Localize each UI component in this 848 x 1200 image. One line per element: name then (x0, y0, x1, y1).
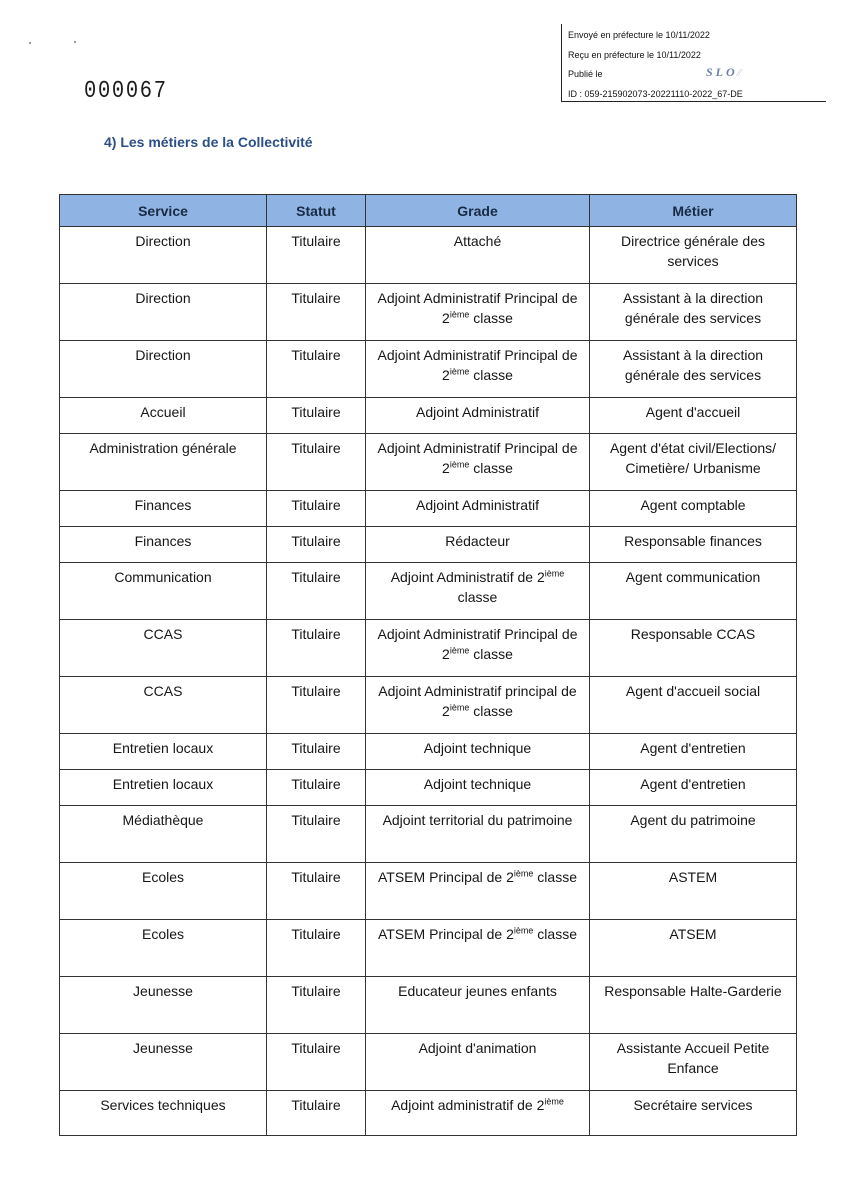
cell-metier: Agent d'entretien (590, 734, 797, 770)
header-metier: Métier (590, 195, 797, 227)
table-row (60, 863, 797, 920)
table-row (60, 677, 797, 734)
table-row (60, 770, 797, 806)
stamp-sent-date: Envoyé en préfecture le 10/11/2022 (568, 30, 710, 40)
table-header-row (60, 195, 797, 227)
cell-statut: Titulaire (267, 770, 366, 806)
table-row (60, 734, 797, 770)
cell-metier: Agent d'accueil (590, 398, 797, 434)
cell-service: Entretien locaux (60, 770, 267, 806)
prefecture-stamp (561, 24, 826, 102)
table-row (60, 563, 797, 620)
cell-grade: ATSEM Principal de 2ième classe (366, 920, 590, 977)
slo-logo-icon: SLO⁄⁄ (706, 65, 742, 79)
cell-grade: Rédacteur (366, 527, 590, 563)
cell-service: Direction (60, 284, 267, 341)
cell-grade: Adjoint Administratif de 2ième classe (366, 563, 590, 620)
table-body (60, 227, 797, 1136)
cell-service: Médiathèque (60, 806, 267, 863)
table-row (60, 1034, 797, 1091)
cell-service: Ecoles (60, 863, 267, 920)
cell-grade: Attaché (366, 227, 590, 284)
cell-service: Administration générale (60, 434, 267, 491)
stamp-id: ID : 059-215902073-20221110-2022_67-DE (568, 88, 743, 99)
document-number: 000067 (84, 78, 168, 105)
cell-grade: Adjoint administratif de 2ième (366, 1091, 590, 1136)
scan-speck (74, 41, 76, 43)
cell-service: Finances (60, 491, 267, 527)
jobs-table (59, 194, 797, 1136)
header-grade: Grade (366, 195, 590, 227)
table-row (60, 977, 797, 1034)
table-row (60, 491, 797, 527)
cell-statut: Titulaire (267, 398, 366, 434)
cell-grade: Adjoint technique (366, 770, 590, 806)
cell-metier: Agent communication (590, 563, 797, 620)
cell-statut: Titulaire (267, 977, 366, 1034)
cell-grade: Adjoint Administratif principal de 2ième classe (366, 677, 590, 734)
cell-grade: Adjoint territorial du patrimoine (366, 806, 590, 863)
cell-statut: Titulaire (267, 491, 366, 527)
cell-grade: Adjoint Administratif (366, 398, 590, 434)
table-row (60, 434, 797, 491)
cell-metier: Responsable Halte-Garderie (590, 977, 797, 1034)
cell-metier: Assistant à la direction générale des services (590, 284, 797, 341)
table-row (60, 398, 797, 434)
cell-service: Direction (60, 341, 267, 398)
cell-grade: Adjoint Administratif Principal de 2ième classe (366, 341, 590, 398)
cell-statut: Titulaire (267, 434, 366, 491)
cell-grade: Adjoint Administratif Principal de 2ième classe (366, 284, 590, 341)
cell-statut: Titulaire (267, 1034, 366, 1091)
cell-service: Jeunesse (60, 977, 267, 1034)
cell-grade: ATSEM Principal de 2ième classe (366, 863, 590, 920)
cell-service: Accueil (60, 398, 267, 434)
section-title: 4) Les métiers de la Collectivité (104, 134, 313, 150)
cell-service: Finances (60, 527, 267, 563)
cell-service: Communication (60, 563, 267, 620)
cell-metier: Secrétaire services (590, 1091, 797, 1136)
cell-metier: Assistante Accueil Petite Enfance (590, 1034, 797, 1091)
cell-statut: Titulaire (267, 563, 366, 620)
cell-service: CCAS (60, 677, 267, 734)
cell-metier: Agent d'accueil social (590, 677, 797, 734)
table-row (60, 527, 797, 563)
scan-speck (29, 42, 31, 44)
stamp-published-row (568, 65, 826, 85)
cell-grade: Adjoint d'animation (366, 1034, 590, 1091)
cell-statut: Titulaire (267, 806, 366, 863)
cell-statut: Titulaire (267, 284, 366, 341)
cell-statut: Titulaire (267, 920, 366, 977)
cell-service: Ecoles (60, 920, 267, 977)
cell-service: Direction (60, 227, 267, 284)
cell-service: Services techniques (60, 1091, 267, 1136)
table-row (60, 806, 797, 863)
cell-metier: Agent d'entretien (590, 770, 797, 806)
cell-statut: Titulaire (267, 227, 366, 284)
cell-statut: Titulaire (267, 1091, 366, 1136)
cell-statut: Titulaire (267, 341, 366, 398)
table-row (60, 284, 797, 341)
cell-service: CCAS (60, 620, 267, 677)
table-row (60, 341, 797, 398)
cell-grade: Adjoint Administratif Principal de 2ième classe (366, 434, 590, 491)
cell-grade: Adjoint Administratif Principal de 2ième classe (366, 620, 590, 677)
cell-metier: Agent du patrimoine (590, 806, 797, 863)
cell-metier: Responsable CCAS (590, 620, 797, 677)
header-statut: Statut (267, 195, 366, 227)
cell-metier: ASTEM (590, 863, 797, 920)
cell-statut: Titulaire (267, 734, 366, 770)
table-row (60, 227, 797, 284)
cell-service: Jeunesse (60, 1034, 267, 1091)
cell-grade: Adjoint technique (366, 734, 590, 770)
table-row (60, 920, 797, 977)
cell-service: Entretien locaux (60, 734, 267, 770)
cell-grade: Adjoint Administratif (366, 491, 590, 527)
cell-statut: Titulaire (267, 677, 366, 734)
table-row (60, 1091, 797, 1136)
cell-metier: Agent comptable (590, 491, 797, 527)
cell-metier: Responsable finances (590, 527, 797, 563)
cell-metier: ATSEM (590, 920, 797, 977)
table-row (60, 620, 797, 677)
cell-grade: Educateur jeunes enfants (366, 977, 590, 1034)
cell-metier: Assistant à la direction générale des services (590, 341, 797, 398)
cell-statut: Titulaire (267, 620, 366, 677)
cell-metier: Directrice générale des services (590, 227, 797, 284)
cell-metier: Agent d'état civil/Elections/ Cimetière/ Urbanisme (590, 434, 797, 491)
stamp-received-date: Reçu en préfecture le 10/11/2022 (568, 49, 701, 60)
header-service: Service (60, 195, 267, 227)
cell-statut: Titulaire (267, 863, 366, 920)
stamp-published-label: Publié le (568, 69, 603, 79)
cell-statut: Titulaire (267, 527, 366, 563)
